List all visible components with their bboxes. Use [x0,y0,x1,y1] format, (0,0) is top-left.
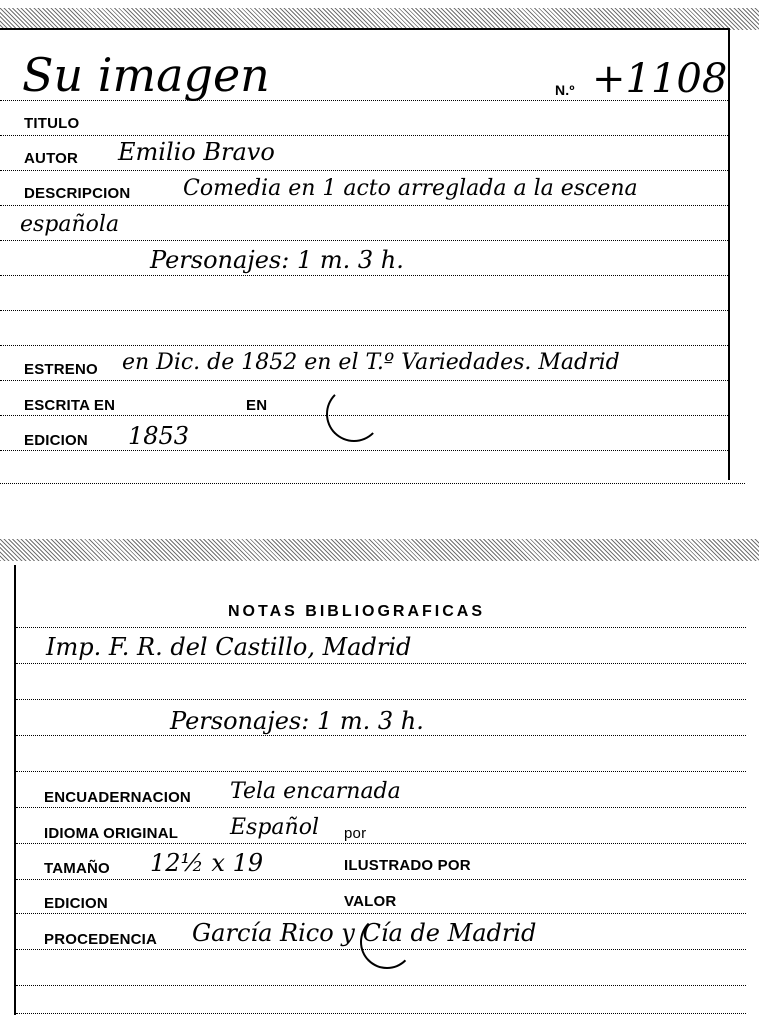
encuadernacion-label: ENCUADERNACION [44,789,191,806]
rule-line [16,807,746,808]
rule-line [0,170,730,171]
personajes-bottom: Personajes: 1 m. 3 h. [170,707,424,735]
punch-hole [326,386,382,442]
rule-line [16,913,746,914]
descripcion-line2: española [20,212,120,237]
estreno-label: ESTRENO [24,361,98,378]
top-border-line [0,28,730,30]
card-bottom-edge-noise [0,539,759,561]
left-border-line [14,565,16,1015]
rule-line [0,483,745,484]
number-prefix: N.º [555,82,575,98]
idioma-label: IDIOMA ORIGINAL [44,825,179,842]
encuadernacion-value: Tela encarnada [230,779,401,804]
rule-line [16,879,746,880]
edicion-value: 1853 [128,422,190,450]
notas-heading: NOTAS BIBLIOGRAFICAS [228,603,486,620]
rule-line [0,205,730,206]
rule-line [0,240,730,241]
en-label: EN [246,397,268,414]
catalog-card-top [0,0,759,495]
rule-line [0,310,730,311]
idioma-value: Español [230,815,319,840]
catalog-card-bottom [0,535,759,1028]
rule-line [0,275,730,276]
rule-line [0,345,730,346]
procedencia-value: García Rico y Cía de Madrid [192,919,537,947]
rule-line [16,1013,746,1014]
rule-line [16,627,746,628]
right-border-line [728,28,730,480]
rule-line [16,771,746,772]
rule-line [0,415,730,416]
personajes-top: Personajes: 1 m. 3 h. [150,246,404,274]
rule-line [0,450,730,451]
rule-line [16,699,746,700]
autor-value: Emilio Bravo [118,138,275,166]
por-label: por [344,825,367,842]
punch-hole [360,915,414,969]
card-top-edge-noise [0,8,759,30]
number-value: +1108 [592,56,728,102]
title-handwritten: Su imagen [22,48,270,102]
ilustrado-label: ILUSTRADO POR [344,857,471,874]
escrita-en-label: ESCRITA EN [24,397,116,414]
imprenta-value: Imp. F. R. del Castillo, Madrid [46,633,412,661]
autor-label: AUTOR [24,150,79,167]
estreno-value: en Dic. de 1852 en el T.º Variedades. Madrid [122,350,620,375]
edicion-label: EDICION [24,432,88,449]
rule-line [16,985,746,986]
procedencia-label: PROCEDENCIA [44,931,158,948]
descripcion-label: DESCRIPCION [24,185,131,202]
titulo-label: TITULO [24,115,80,132]
edicion-bottom-label: EDICION [44,895,108,912]
rule-line [0,100,730,101]
rule-line [0,380,730,381]
rule-line [16,843,746,844]
tamano-label: TAMAÑO [44,860,110,877]
rule-line [16,663,746,664]
rule-line [16,735,746,736]
rule-line [16,949,746,950]
rule-line [0,135,730,136]
descripcion-line1: Comedia en 1 acto arreglada a la escena [183,176,638,201]
valor-label: VALOR [344,893,397,910]
tamano-value: 12½ x 19 [150,849,264,877]
